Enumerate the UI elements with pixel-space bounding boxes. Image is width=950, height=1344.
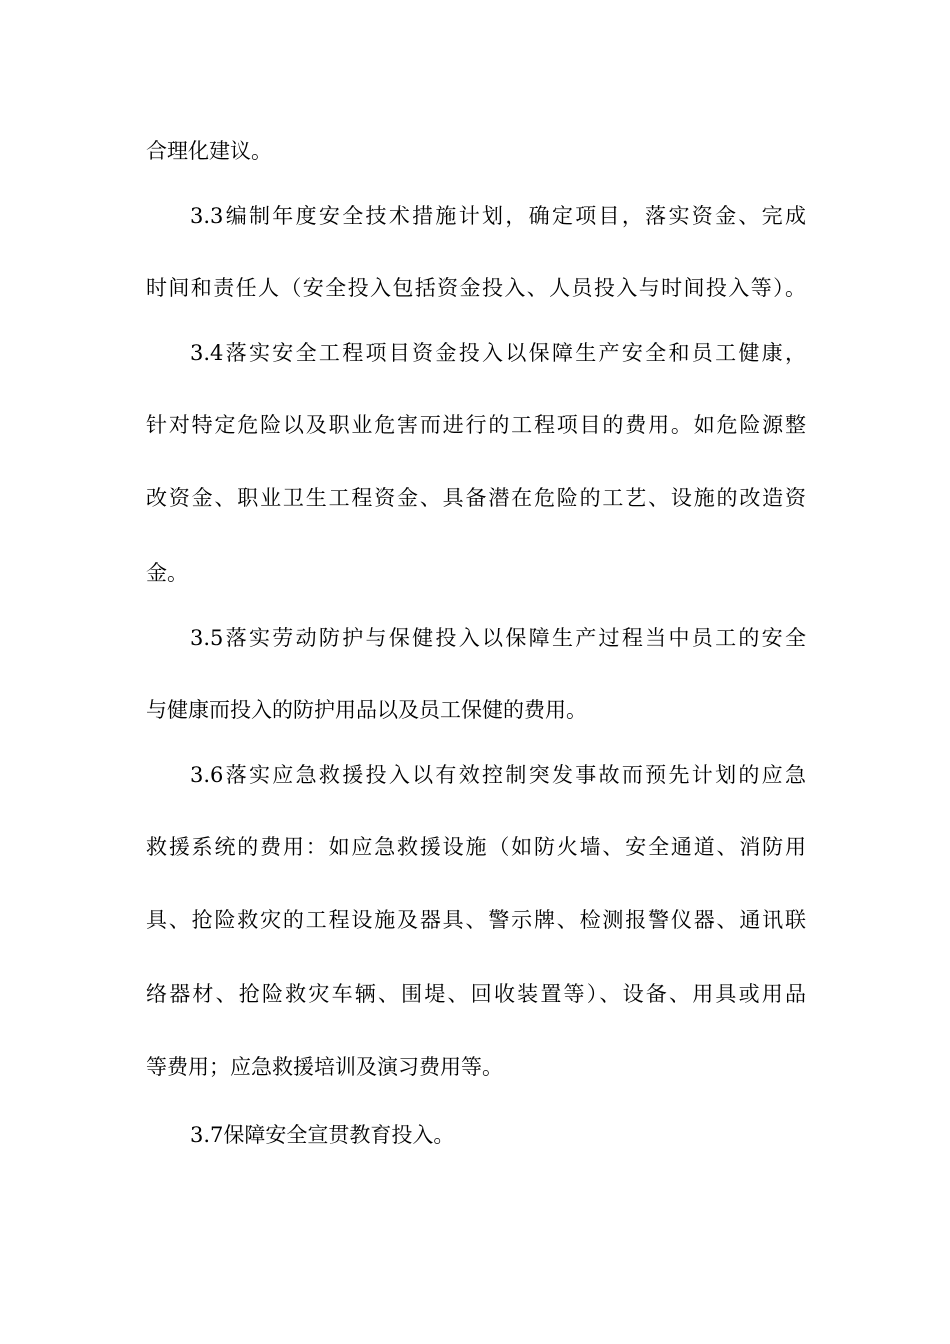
text-line-11: 救援系统的费用：如应急救援设施（如防火墙、安全通道、消防用: [146, 835, 806, 859]
text-line-13: 络器材、抢险救灾车辆、围堤、回收装置等）、设备、用具或用品: [146, 982, 806, 1006]
text-line-7: 金。: [146, 561, 188, 585]
text-line-2: 3.3编制年度安全技术措施计划，确定项目，落实资金、完成: [190, 204, 806, 228]
text-line-1: 合理化建议。: [146, 139, 272, 163]
text-line-10: 3.6落实应急救援投入以有效控制突发事故而预先计划的应急: [190, 763, 806, 787]
text-line-3: 时间和责任人（安全投入包括资金投入、人员投入与时间投入等）。: [146, 276, 806, 300]
text-line-4: 3.4落实安全工程项目资金投入以保障生产安全和员工健康，: [190, 341, 806, 365]
text-line-8: 3.5落实劳动防护与保健投入以保障生产过程当中员工的安全: [190, 626, 806, 650]
text-line-9: 与健康而投入的防护用品以及员工保健的费用。: [146, 698, 587, 722]
text-line-15: 3.7保障安全宣贯教育投入。: [190, 1123, 455, 1147]
text-line-6: 改资金、职业卫生工程资金、具备潜在危险的工艺、设施的改造资: [146, 486, 806, 510]
text-line-14: 等费用；应急救援培训及演习费用等。: [146, 1055, 503, 1079]
text-line-5: 针对特定危险以及职业危害而进行的工程项目的费用。如危险源整: [146, 413, 806, 437]
text-line-12: 具、抢险救灾的工程设施及器具、警示牌、检测报警仪器、通讯联: [146, 908, 806, 932]
